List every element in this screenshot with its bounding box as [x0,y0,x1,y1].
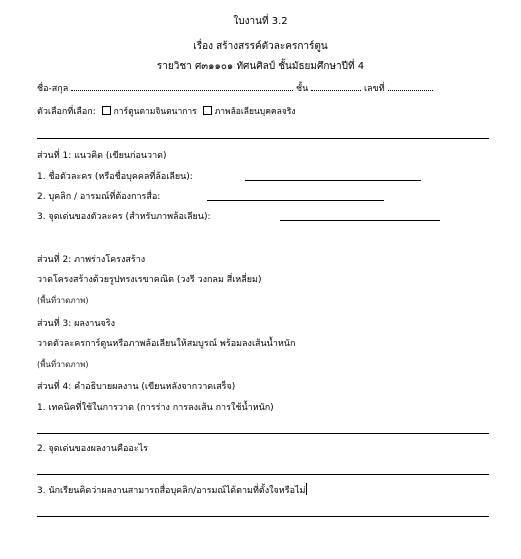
divider-top [37,138,489,139]
section2-title: ส่วนที่ 2: ภาพร่างโครงสร้าง [37,255,146,265]
section1-q3-answer-line[interactable] [280,220,440,221]
course-line: รายวิชา ศ๓๑๑๐๑ ทัศนศิลป์ ชั้นมัธยมศึกษาปีที่ 4 [156,61,365,72]
section3-title: ส่วนที่ 3: ผลงานจริง [37,319,116,329]
section4-title: ส่วนที่ 4: คำอธิบายผลงาน (เขียนหลังจากวาดเสร็จ) [37,382,236,392]
section3-instruction: วาดตัวละครการ์ตูนหรือภาพล้อเลียนให้สมบูรณ์ พร้อมลงเส้นน้ำหนัก [37,339,296,349]
worksheet-number: ใบงานที่ 3.2 [233,16,288,27]
text-cursor [306,483,307,495]
number-field[interactable] [388,82,433,91]
section4-q2-answer-line[interactable] [37,474,489,475]
worksheet-topic: เรื่อง สร้างสรรค์ตัวละครการ์ตูน [193,41,328,52]
section1-q2: 2. บุคลิก / อารมณ์ที่ต้องการสื่อ: [37,192,161,202]
section4-q3-answer-line[interactable] [37,516,489,517]
option1-label: การ์ตูนตามจินตนาการ [113,107,197,117]
option2-checkbox[interactable] [203,106,212,115]
option2-label: ภาพล้อเลียนบุคคลจริง [214,107,296,117]
name-label: ชื่อ-สกุล [37,84,69,94]
section1-title: ส่วนที่ 1: แนวคิด (เขียนก่อนวาด) [37,151,167,161]
section1-q1-answer-line[interactable] [245,180,421,181]
option1-checkbox[interactable] [102,106,111,115]
section4-q3: 3. นักเรียนคิดว่าผลงานสามารถสื่อบุคลิก/อารมณ์ได้ตามที่ตั้งใจหรือไม่ [37,486,306,496]
section2-drawing-area[interactable]: (พื้นที่วาดภาพ) [37,296,89,305]
section1-q3: 3. จุดเด่นของตัวละคร (สำหรับภาพล้อเลียน): [37,212,211,222]
section1-q2-answer-line[interactable] [207,200,384,201]
section1-q1: 1. ชื่อตัวละคร (หรือชื่อบุคคลที่ล้อเลียน): [37,172,193,182]
class-field[interactable] [311,82,361,91]
class-label: ชั้น [295,84,309,94]
option-line [37,104,295,118]
section3-drawing-area[interactable]: (พื้นที่วาดภาพ) [37,360,89,369]
number-label: เลขที่ [363,84,385,94]
section4-q1: 1. เทคนิคที่ใช้ในการวาด (การร่าง การลงเส้น การใช้น้ำหนัก) [37,403,274,413]
student-info-line [37,81,433,95]
section2-instruction: วาดโครงสร้างด้วยรูปทรงเรขาคณิต (วงรี วงกลม สี่เหลี่ยม) [37,275,262,285]
section4-q3-line[interactable] [37,483,307,497]
name-field[interactable] [71,82,293,91]
section4-q1-answer-line[interactable] [37,433,489,434]
section4-q2: 2. จุดเด่นของผลงานคืออะไร [37,444,149,454]
option-label: ตัวเลือกที่เลือก: [37,107,96,117]
